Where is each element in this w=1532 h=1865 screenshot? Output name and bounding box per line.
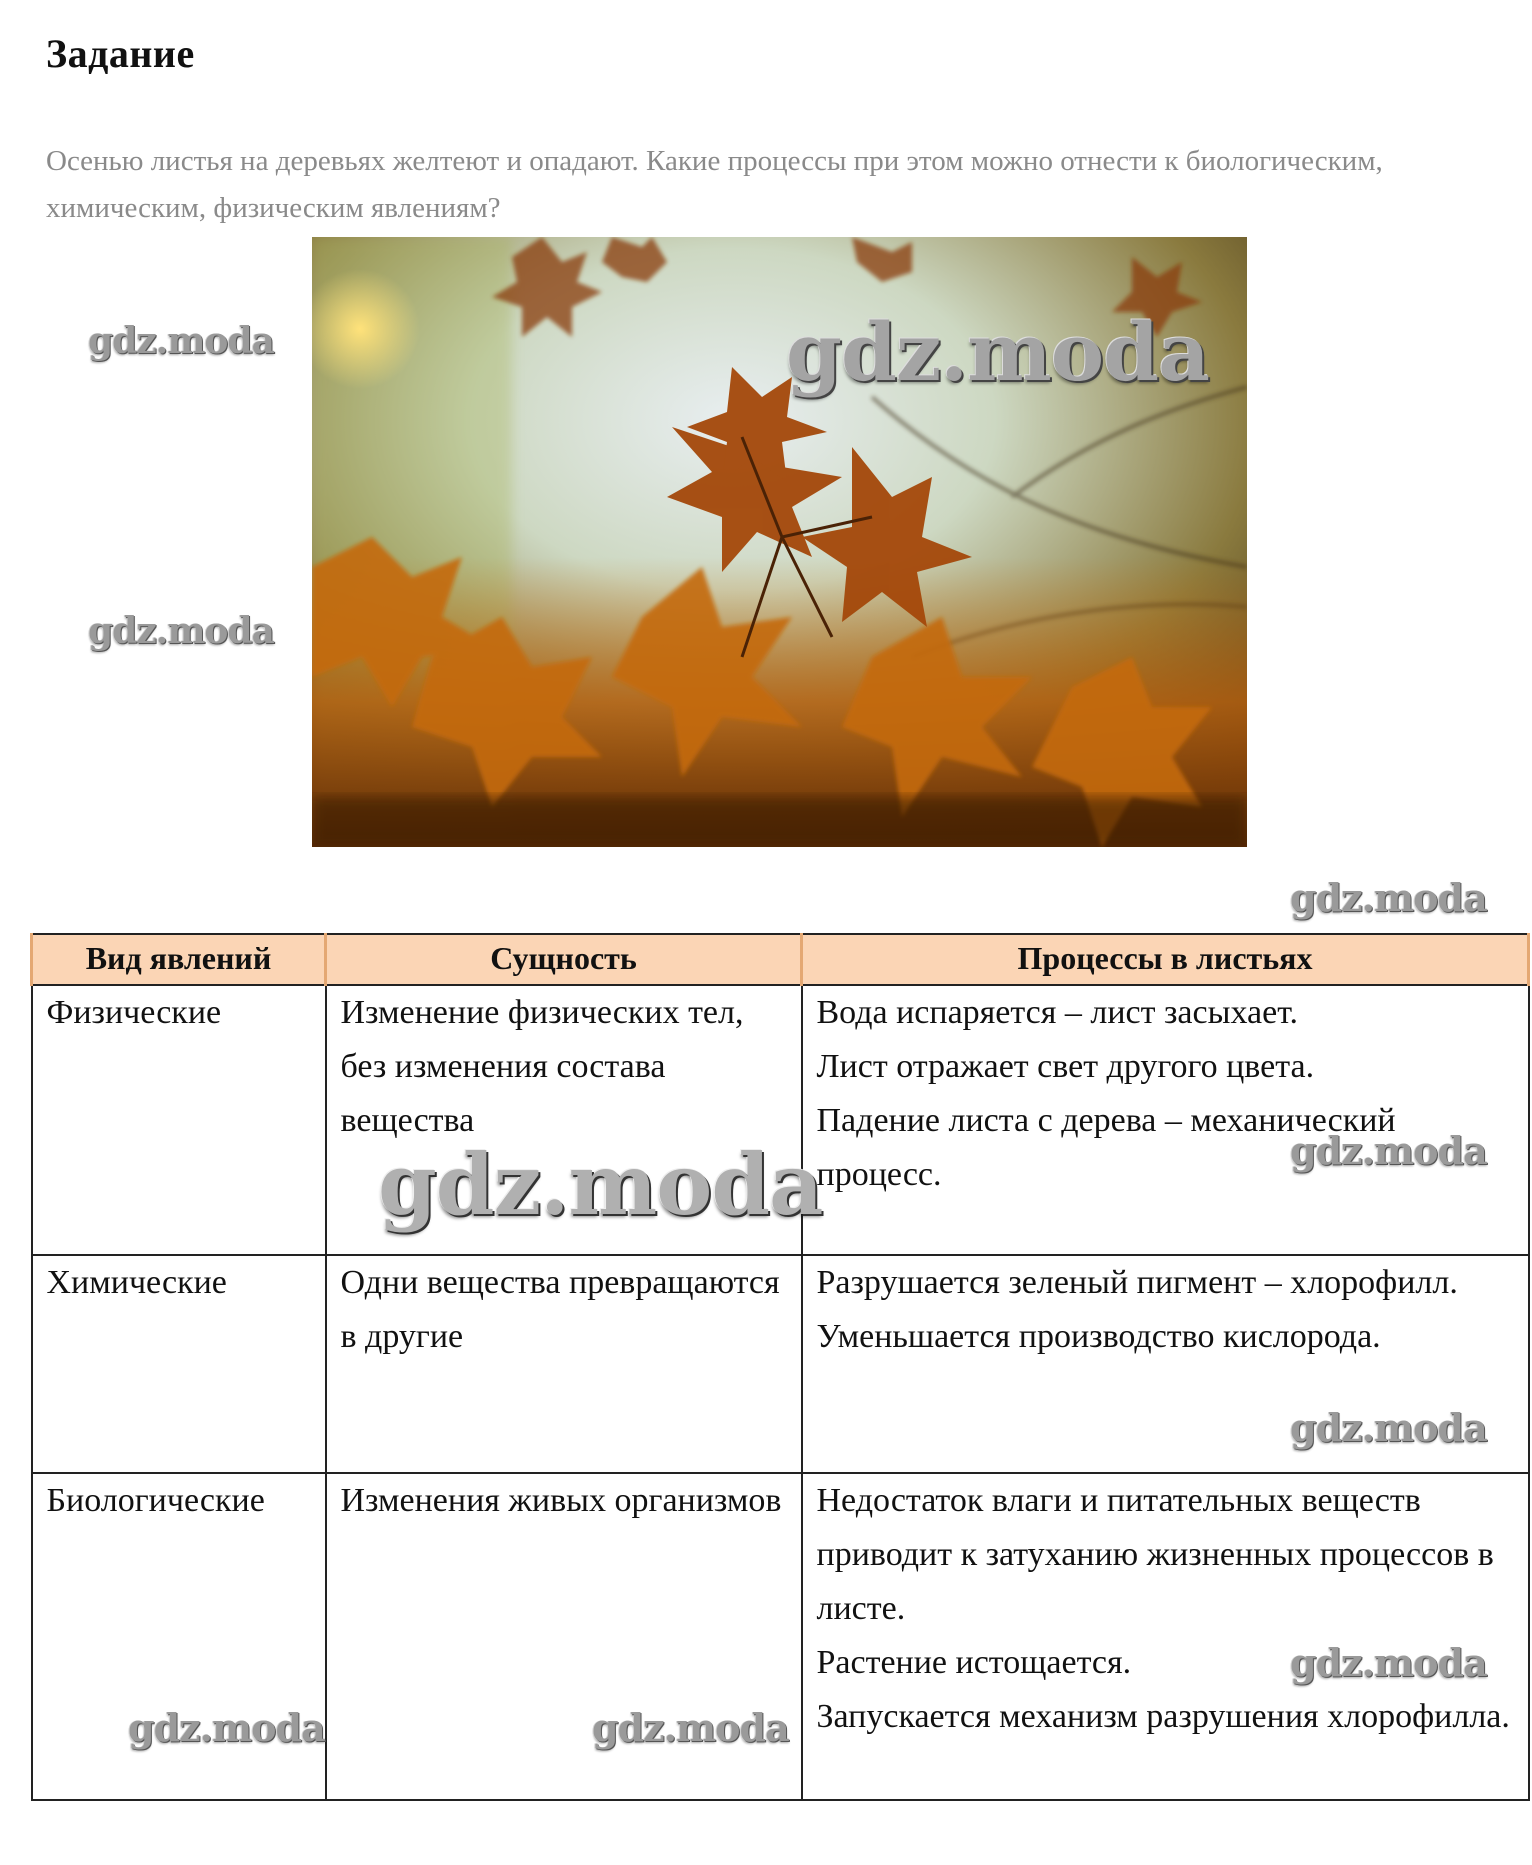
process-item: Уменьшается производство кислорода. (816, 1318, 1381, 1355)
phenomenon-essence: Одни вещества превращаются в другие (326, 1255, 802, 1473)
process-item: Вода испаряется – лист засыхает. (816, 994, 1298, 1031)
leaf-processes (802, 1473, 1529, 1800)
process-item: Падение листа с дерева – механический процесс. (816, 1102, 1396, 1193)
phenomenon-essence: Изменение физических тел, без изменения состава вещества (326, 985, 802, 1255)
watermark: gdz.moda (1290, 1128, 1487, 1173)
process-item: Растение истощается. (816, 1644, 1132, 1681)
table-header-row (32, 934, 1529, 985)
page-title: Задание (46, 31, 195, 76)
watermark: gdz.moda (1290, 875, 1487, 920)
watermark: gdz.moda (128, 1705, 325, 1750)
process-item: Разрушается зеленый пигмент – хлорофилл. (816, 1264, 1458, 1301)
column-header: Процессы в листьях (802, 934, 1529, 985)
phenomenon-type: Биологические (32, 1473, 326, 1800)
watermark: gdz.moda (88, 610, 274, 652)
process-item: Запускается механизм разрушения хлорофилла. (816, 1698, 1510, 1735)
table-row (32, 1473, 1529, 1800)
phenomenon-type: Химические (32, 1255, 326, 1473)
process-item: Лист отражает свет другого цвета. (816, 1048, 1315, 1085)
watermark: gdz.moda (378, 1135, 823, 1234)
watermark: gdz.moda (786, 305, 1209, 399)
process-item: Недостаток влаги и питательных веществ приводит к затуханию жизненных процессов в листе. (816, 1482, 1494, 1627)
column-header: Вид явлений (32, 934, 326, 985)
phenomenon-essence: Изменения живых организмов (326, 1473, 802, 1800)
watermark: gdz.moda (592, 1705, 789, 1750)
phenomenon-type: Физические (32, 985, 326, 1255)
watermark: gdz.moda (1290, 1640, 1487, 1685)
watermark: gdz.moda (1290, 1405, 1487, 1450)
watermark: gdz.moda (88, 320, 274, 362)
leaf-processes (802, 985, 1529, 1255)
task-text: Осенью листья на деревьях желтеют и опадают. Какие процессы при этом можно отнести к биологическим, химическим, физическим явлениям? (46, 145, 1383, 224)
column-header: Сущность (326, 934, 802, 985)
